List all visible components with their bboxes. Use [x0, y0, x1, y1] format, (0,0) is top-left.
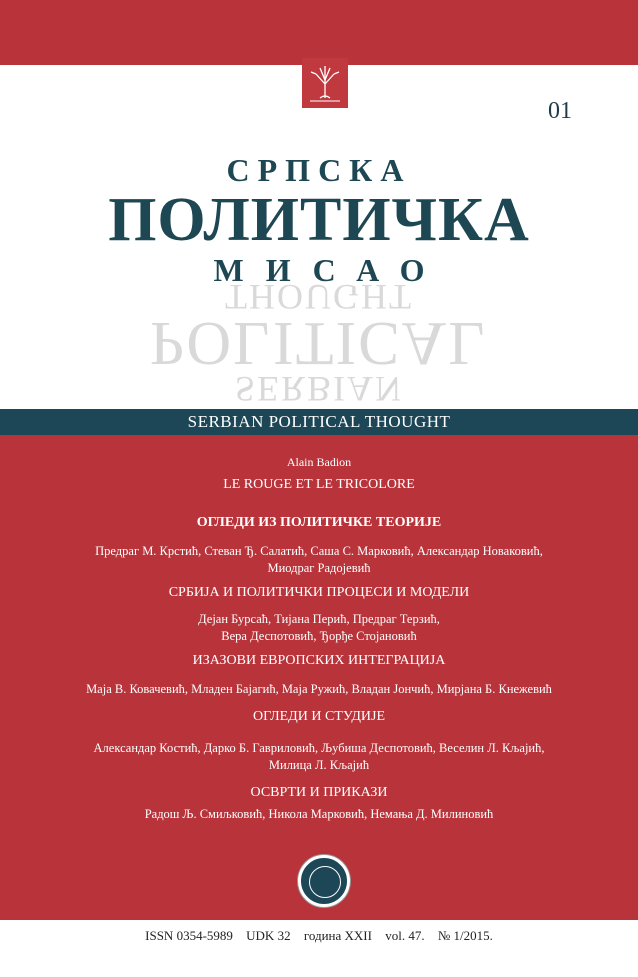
seal-ring [309, 866, 341, 898]
mirror-line-2: POLITICAL [149, 309, 489, 377]
mirrored-english-title [0, 277, 638, 409]
udk: UDK 32 [246, 928, 291, 943]
issn: ISSN 0354-5989 [145, 928, 233, 943]
section-title: ОСВРТИ И ПРИКАЗИ [250, 785, 388, 800]
section-authors: Радош Љ. Смиљковић, Никола Марковић, Немања Д. Милиновић [144, 807, 494, 821]
section-authors: Милица Л. Кљајић [268, 758, 370, 772]
section-title: СРБИЈА И ПОЛИТИЧКИ ПРОЦЕСИ И МОДЕЛИ [168, 585, 470, 600]
top-red-band [0, 0, 638, 65]
section-authors: Дејан Бурсаћ, Тијана Перић, Предраг Терзић, [198, 612, 440, 626]
publication-info [0, 928, 638, 944]
feature-title: LE ROUGE ET LE TRICOLORE [223, 477, 415, 492]
section-authors: Вера Деспотовић, Ђорђе Стојановић [221, 629, 417, 643]
section-title: ОГЛЕДИ И СТУДИЈЕ [252, 709, 385, 724]
volume: vol. 47. [385, 928, 425, 943]
institute-seal-icon [298, 855, 350, 907]
section-authors: Александар Костић, Дарко Б. Гавриловић, Љубиша Деспотовић, Веселин Л. Кљајић, [93, 741, 545, 755]
contents-panel [0, 435, 638, 920]
section-title: ОГЛЕДИ ИЗ ПОЛИТИЧКЕ ТЕОРИЈЕ [196, 515, 442, 530]
feature-author: Alain Badion [286, 455, 352, 469]
section-title: ИЗАЗОВИ ЕВРОПСКИХ ИНТЕГРАЦИЈА [192, 653, 446, 668]
journal-title [0, 150, 638, 290]
tree-logo-icon [302, 58, 348, 108]
title-line-3: МИСАО [213, 252, 447, 288]
section-authors: Миодраг Радојевић [267, 561, 371, 575]
issue-number: 01 [548, 98, 572, 124]
mirror-line-3: THOUGHT [225, 277, 413, 317]
title-line-2: ПОЛИТИЧКА [108, 186, 530, 254]
section-authors: Маја В. Ковачевић, Младен Бајагић, Маја Ружић, Владан Јончић, Мирјана Б. Кнежевић [86, 682, 552, 696]
mirror-line-1: SERBIAN [234, 369, 404, 409]
year-volume: година XXII [303, 928, 372, 943]
title-line-1: СРПСКА [226, 152, 412, 188]
section-authors: Предраг М. Крстић, Стеван Ђ. Салатић, Саша С. Марковић, Александар Новаковић, [95, 544, 543, 558]
issue: № 1/2015. [437, 928, 493, 943]
english-title-strip: SERBIAN POLITICAL THOUGHT [0, 409, 638, 435]
